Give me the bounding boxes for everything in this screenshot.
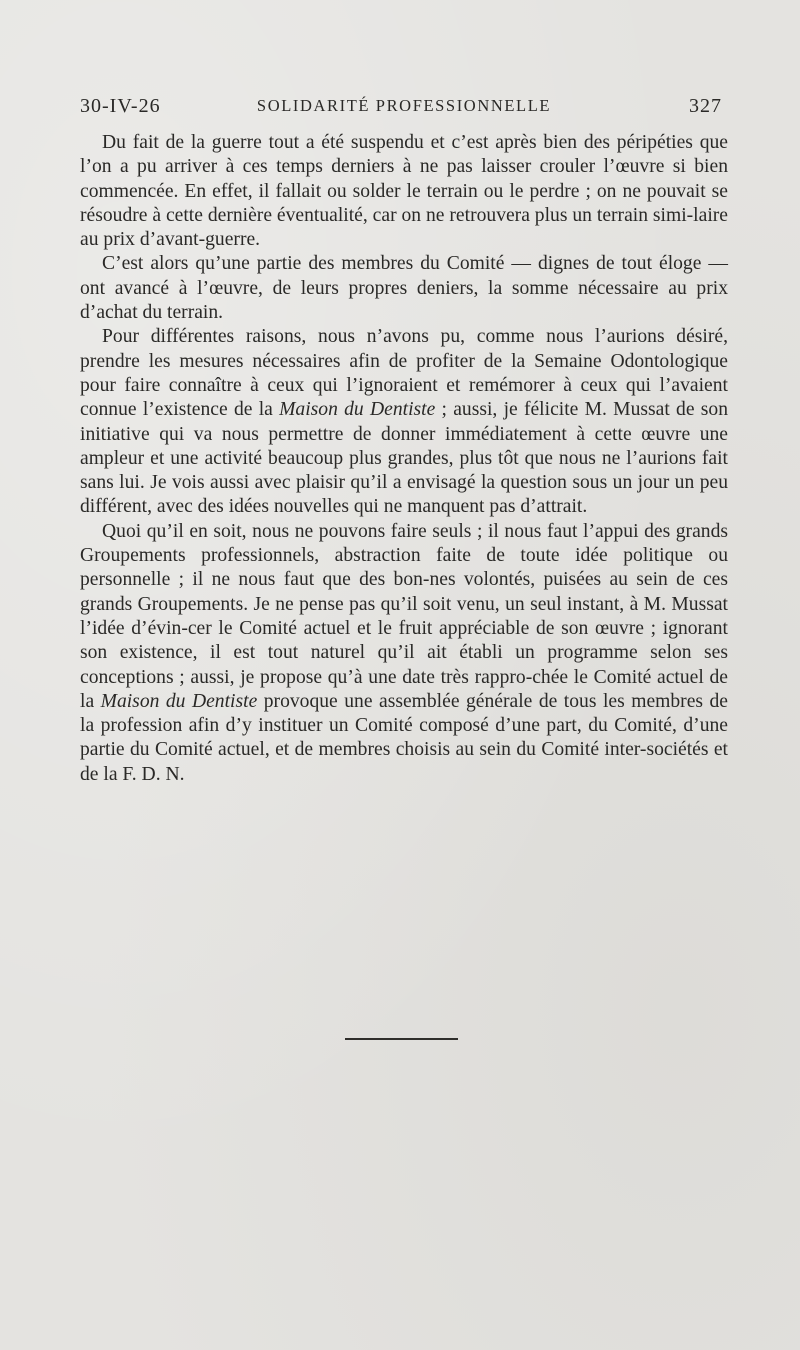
running-head [80, 95, 728, 123]
paragraph-2 [80, 252, 728, 325]
paragraph-1 [80, 131, 728, 252]
running-head-title: SOLIDARITÉ PROFESSIONNELLE [256, 96, 552, 115]
running-head-date: 30-IV-26 [80, 95, 161, 117]
paragraph-3-text-after: ; aussi, je félicite M. Mussat de son initiative qui va nous permettre de donner immédiatement à cette œuvre une ampleur et une activité beaucoup plus grandes, plus tôt que nous ne l’aurions fait sans lui. Je vois aussi avec plaisir qu’il a envisagé la question sous un jour un peu différent, avec des idées nouvelles qui ne manquent pas d’attrait. [80, 399, 729, 518]
paragraph-4-emphasis: Maison du Dentiste [100, 690, 258, 712]
body-text [80, 131, 728, 787]
book-page [80, 95, 728, 787]
paragraph-2-text: C’est alors qu’une partie des membres du Comité — dignes de tout éloge — ont avancé à l’œuvre, de leurs propres deniers, la somme nécessaire au prix d’achat du terrain. [80, 253, 728, 324]
paragraph-4-text-after: provoque une assemblée générale de tous les membres de la profession afin d’y instituer un Comité composé d’une part, du Comité, d’une partie du Comité actuel, et de membres choisis au sein du Comité inter-sociétés et de la F. D. N. [80, 690, 728, 785]
paragraph-3-text-before: Pour différentes raisons, nous n’avons pu, comme nous l’aurions désiré, prendre les mesures nécessaires afin de profiter de la Semaine Odontologique pour faire connaître à ceux qui l’ignoraient et remémorer à ceux qui l’avaient connue l’existence de la [80, 326, 728, 421]
paragraph-3 [80, 325, 728, 519]
page-number: 327 [689, 95, 722, 117]
paragraph-3-emphasis: Maison du Dentiste [279, 399, 436, 421]
paragraph-4-text-before: Quoi qu’il en soit, nous ne pouvons faire seuls ; il nous faut l’appui des grands Groupements professionnels, abstraction faite de toute idée politique ou personnelle ; il ne nous faut que des bon-nes volontés, puisées au sein de ces grands Groupements. Je ne pense pas qu’il soit venu, un seul instant, à M. Mussat l’idée d’évin-cer le Comité actuel et le fruit appréciable de son œuvre ; ignorant son existence, il est tout naturel qu’il ait établi un programme selon ses conceptions ; aussi, je propose qu’à une date très rappro-chée le Comité actuel de la [80, 520, 728, 712]
end-rule [345, 1038, 458, 1040]
paragraph-4 [80, 520, 728, 787]
paragraph-1-text: Du fait de la guerre tout a été suspendu et c’est après bien des péripéties que l’on a pu arriver à ces temps derniers à ne pas laisser crouler l’œuvre si bien commencée. En effet, il fallait ou solder le terrain ou le perdre ; on ne pouvait se résoudre à cette dernière éventualité, car on ne retrouvera plus un terrain simi-laire au prix d’avant-guerre. [80, 132, 728, 251]
